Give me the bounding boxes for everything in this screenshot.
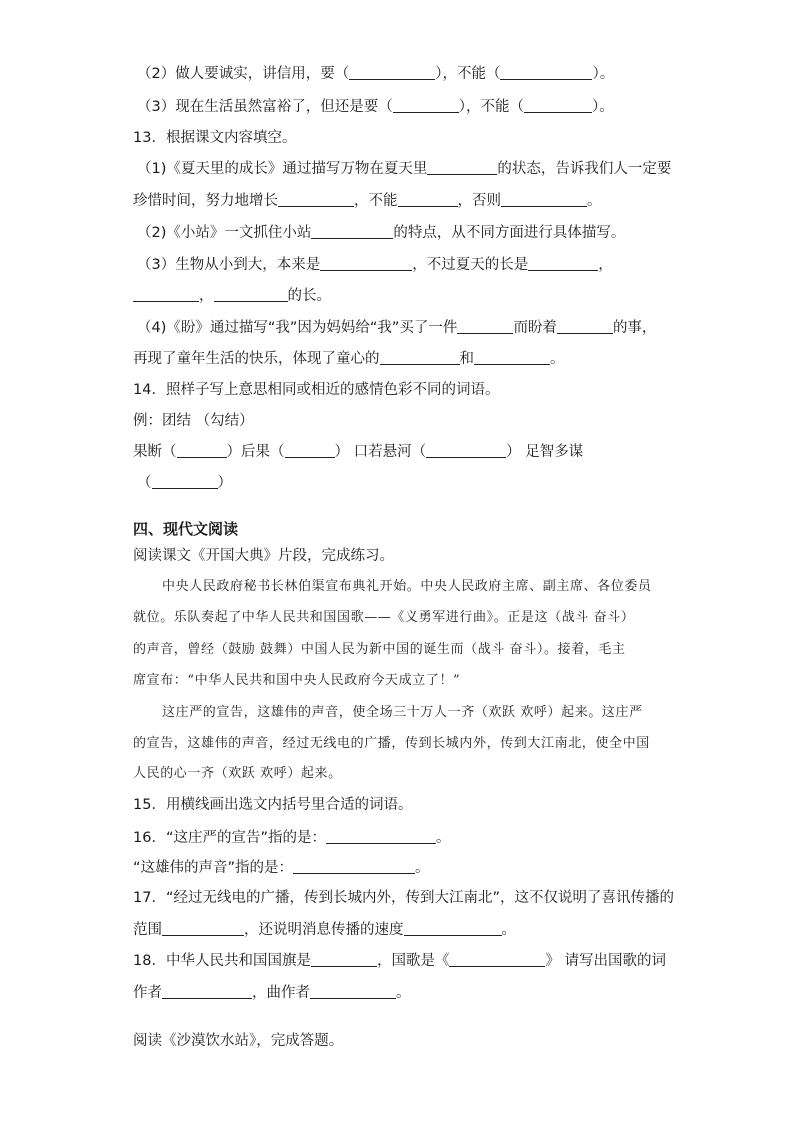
answer-blank[interactable] — [285, 443, 335, 458]
q17-line1: 17．“经过无线电的广播，传到长城内外，传到大江南北”，这不仅说明了喜讯传播的 — [133, 890, 674, 906]
answer-blank[interactable] — [162, 921, 244, 936]
answer-blank[interactable] — [380, 350, 460, 365]
q13-line2: 珍惜时间，努力地增长 ，不能 ，否则 。 — [133, 193, 602, 209]
q18-line1: 18．中华人民共和国国旗是 ，国歌是《 》 请写出国歌的词 — [133, 953, 667, 969]
q14-line1: 果断（ ）后果（ ） 口若悬河（ ） 足智多谋 — [133, 444, 584, 460]
passage-intro: 阅读课文《开国大典》片段，完成练习。 — [133, 548, 394, 564]
answer-blank[interactable] — [133, 287, 199, 302]
answer-blank[interactable] — [326, 829, 436, 844]
q16-line1: 16．“这庄严的宣告”指的是： 。 — [133, 830, 451, 846]
answer-blank[interactable] — [500, 65, 592, 80]
passage-line: 这庄严的宣告，这雄伟的声音，使全场三十万人一齐（欢跃 欢呼）起来。这庄严 — [162, 705, 643, 720]
answer-blank[interactable] — [457, 319, 513, 334]
q14-example: 例：团结 （勾结） — [133, 413, 254, 429]
passage-line: 的宣告，这雄伟的声音，经过无线电的广播，传到长城内外，传到大江南北，使全中国 — [133, 736, 650, 751]
q13-line7: 再现了童年生活的快乐，体现了童心的 和 。 — [133, 351, 565, 367]
answer-blank[interactable] — [214, 287, 288, 302]
q12-item2: （2）做人要诚实，讲信用，要（ ），不能（ ）。 — [137, 66, 615, 82]
answer-blank[interactable] — [426, 443, 506, 458]
answer-blank[interactable] — [177, 443, 227, 458]
passage-line: 中央人民政府秘书长林伯渠宣布典礼开始。中央人民政府主席、副主席、各位委员 — [162, 579, 652, 594]
answer-blank[interactable] — [557, 319, 613, 334]
section-heading: 四、现代文阅读 — [133, 520, 239, 538]
answer-blank[interactable] — [349, 65, 435, 80]
q18-line2: 作者 ，曲作者 。 — [133, 985, 411, 1001]
answer-blank[interactable] — [311, 952, 377, 967]
answer-blank[interactable] — [393, 98, 459, 113]
answer-blank[interactable] — [152, 474, 218, 489]
q14-line2: （ ） — [137, 475, 232, 491]
passage-line: 人民的心一齐（欢跃 欢呼）起来。 — [133, 766, 342, 781]
passage-line: 就位。乐队奏起了中华人民共和国国歌——《义勇军进行曲》。正是这（战斗 奋斗） — [133, 610, 635, 625]
q15: 15．用横线画出选文内括号里合适的词语。 — [133, 797, 413, 813]
answer-blank[interactable] — [162, 984, 252, 999]
next-passage-intro: 阅读《沙漠饮水站》，完成答题。 — [133, 1033, 344, 1049]
answer-blank[interactable] — [310, 984, 396, 999]
q13-line3: （2)《小站》一文抓住小站 的特点，从不同方面进行具体描写。 — [137, 225, 626, 241]
answer-blank[interactable] — [278, 192, 354, 207]
q13-line1: （1)《夏天里的成长》通过描写万物在夏天里 的状态，告诉我们人一定要 — [137, 161, 672, 177]
answer-blank[interactable] — [528, 256, 598, 271]
passage-line: 的声音，曾经（鼓励 鼓舞）中国人民为新中国的诞生而（战斗 奋斗）。接着，毛主 — [133, 642, 626, 657]
q13-line4: （3）生物从小到大，本来是 ，不过夏天的长是 ， — [137, 257, 613, 273]
answer-blank[interactable] — [501, 192, 587, 207]
passage-line: 席宣布：“中华人民共和国中央人民政府今天成立了！” — [133, 673, 461, 688]
q13-title: 13．根据课文内容填空。 — [133, 130, 297, 146]
q12-item3: （3）现在生活虽然富裕了，但还是要（ ），不能（ ）。 — [137, 99, 614, 115]
q13-line5: ， 的长。 — [133, 286, 331, 306]
q17-line2: 范围 ，还说明消息传播的速度 。 — [133, 922, 516, 938]
answer-blank[interactable] — [320, 256, 412, 271]
q16-line2: “这雄伟的声音”指的是： 。 — [133, 860, 430, 876]
answer-blank[interactable] — [474, 350, 550, 365]
answer-blank[interactable] — [449, 952, 545, 967]
q14-title: 14．照样子写上意思相同或相近的感情色彩不同的词语。 — [133, 382, 500, 398]
answer-blank[interactable] — [311, 224, 393, 239]
answer-blank[interactable] — [404, 921, 502, 936]
answer-blank[interactable] — [398, 192, 458, 207]
answer-blank[interactable] — [524, 98, 592, 113]
answer-blank[interactable] — [427, 160, 497, 175]
q13-line6: （4)《盼》通过描写“我”因为妈妈给“我”买了一件 而盼着 的事， — [137, 320, 657, 336]
answer-blank[interactable] — [293, 859, 415, 874]
